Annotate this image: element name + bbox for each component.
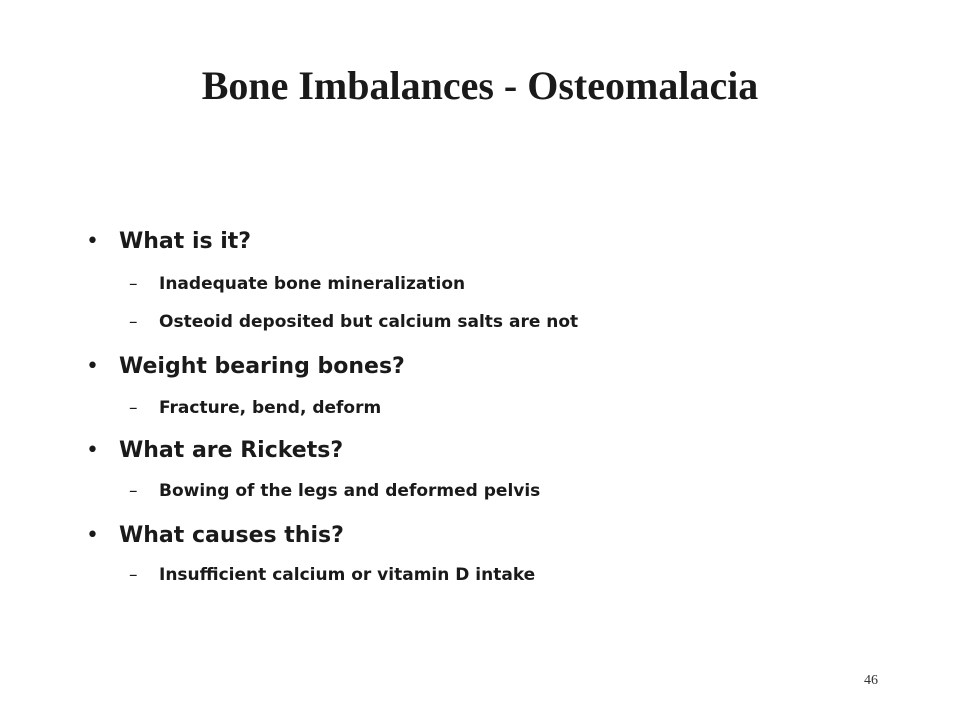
sub-bullet-text: Osteoid deposited but calcium salts are not: [159, 312, 579, 332]
sub-bullet-item: [129, 310, 578, 334]
sub-bullet-item: [129, 479, 540, 503]
sub-bullet-text: Bowing of the legs and deformed pelvis: [159, 481, 541, 501]
page-number: 46: [864, 673, 878, 688]
bullet-marker: •: [86, 229, 99, 254]
sub-bullet-text: Inadequate bone mineralization: [159, 274, 466, 294]
bullet-text: Weight bearing bones?: [119, 354, 405, 379]
bullet-text: What are Rickets?: [119, 438, 344, 463]
dash-marker: –: [129, 312, 138, 332]
bullet-text: What is it?: [119, 229, 252, 254]
sub-bullet-item: [129, 563, 535, 587]
sub-bullet-item: [129, 272, 465, 296]
sub-bullet-text: Insufficient calcium or vitamin D intake: [159, 565, 536, 585]
bullet-item: [86, 436, 343, 466]
sub-bullet-text: Fracture, bend, deform: [159, 398, 382, 418]
bullet-marker: •: [86, 523, 99, 548]
bullet-marker: •: [86, 354, 99, 379]
dash-marker: –: [129, 481, 138, 501]
sub-bullet-item: [129, 396, 381, 420]
dash-marker: –: [129, 274, 138, 294]
bullet-item: [86, 521, 344, 551]
slide-title: Bone Imbalances - Osteomalacia: [201, 63, 759, 108]
dash-marker: –: [129, 398, 138, 418]
bullet-marker: •: [86, 438, 99, 463]
bullet-text: What causes this?: [119, 523, 344, 548]
dash-marker: –: [129, 565, 138, 585]
bullet-item: [86, 352, 405, 382]
bullet-item: [86, 227, 251, 257]
